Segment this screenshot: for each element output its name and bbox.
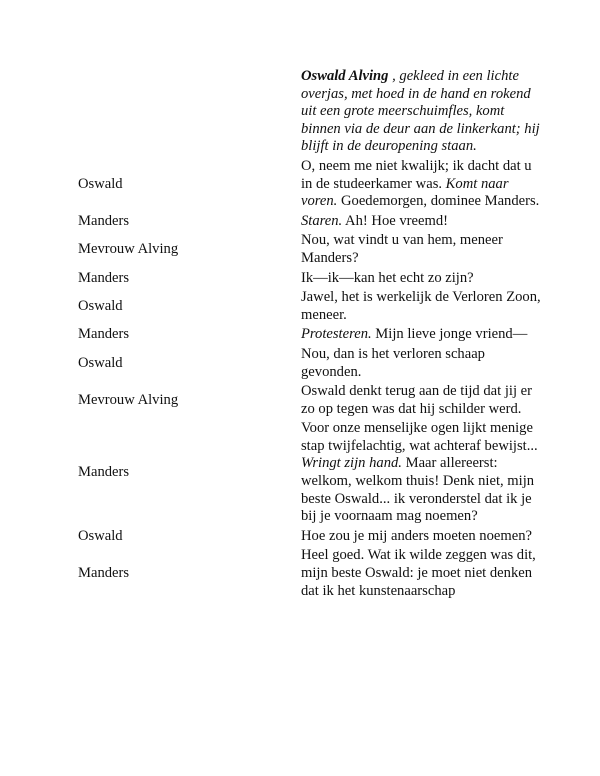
speaker-name: Mevrouw Alving xyxy=(78,241,179,258)
dialogue-line xyxy=(301,270,541,288)
stage-note: Komt naar voren. xyxy=(301,175,509,210)
dialogue-row xyxy=(0,213,600,231)
dialogue-line xyxy=(301,289,541,324)
dialogue-row xyxy=(0,383,600,418)
dialogue-line xyxy=(301,158,541,211)
speaker-name: Manders xyxy=(78,269,130,286)
stage-direction-name: Oswald Alving xyxy=(301,68,389,84)
speech-text: Mijn lieve jonge vriend— xyxy=(371,326,528,343)
dialogue-list xyxy=(0,158,600,600)
stage-note: Protesteren. xyxy=(301,326,372,343)
dialogue-line xyxy=(301,232,541,267)
speaker-name: Manders xyxy=(78,565,130,582)
script-page xyxy=(0,68,600,602)
dialogue-line xyxy=(301,547,541,600)
stage-note: Staren. xyxy=(301,212,343,229)
speaker-name: Oswald xyxy=(78,354,123,371)
speech-text: Nou, dan is het verloren schaap gevonden. xyxy=(301,345,485,380)
dialogue-row xyxy=(0,547,600,600)
speech-text: Hoe zou je mij anders moeten noemen? xyxy=(301,527,532,544)
stage-direction-text: , gekleed in een lichte overjas, met hoed in de hand en rokend uit een grote meerschuimfles, komt binnen via de deur aan de linkerkant; hij blijft in de deuropening staan. xyxy=(301,68,540,155)
dialogue-line xyxy=(301,346,541,381)
speech-text: Oswald denkt terug aan de tijd dat jij er zo op tegen was dat hij schilder werd. xyxy=(301,383,532,417)
speaker-name: Oswald xyxy=(78,527,123,544)
dialogue-line xyxy=(301,383,541,418)
speaker-name: Oswald xyxy=(78,175,123,192)
dialogue-row xyxy=(0,232,600,267)
stage-direction xyxy=(0,68,541,156)
speech-text: Ik—ik—kan het echt zo zijn? xyxy=(301,269,474,286)
dialogue-row xyxy=(0,326,600,344)
speech-text: O, neem me niet kwalijk; ik dacht dat u in de studeerkamer was. xyxy=(301,157,532,192)
speaker-name: Oswald xyxy=(78,297,123,314)
speaker-name: Manders xyxy=(78,326,130,343)
speech-text: Nou, wat vindt u van hem, meneer Manders? xyxy=(301,232,503,266)
dialogue-line xyxy=(301,213,541,231)
dialogue-row xyxy=(0,528,600,546)
dialogue-row xyxy=(0,270,600,288)
dialogue-row xyxy=(0,158,600,211)
dialogue-line xyxy=(301,528,541,546)
speech-text: Ah! Hoe vreemd! xyxy=(342,212,448,229)
dialogue-line xyxy=(301,420,541,526)
speech-text: Voor onze menselijke ogen lijkt menige stap twijfelachtig, wat achteraf bewijst... xyxy=(301,420,538,454)
speaker-name: Manders xyxy=(78,464,130,481)
speaker-name: Mevrouw Alving xyxy=(78,391,179,408)
dialogue-line xyxy=(301,326,541,344)
speech-text: Goedemorgen, dominee Manders. xyxy=(337,193,540,210)
speech-text: Heel goed. Wat ik wilde zeggen was dit, mijn beste Oswald: je moet niet denken dat ik het kunstenaarschap xyxy=(301,547,536,599)
dialogue-row xyxy=(0,420,600,526)
dialogue-row xyxy=(0,346,600,381)
speaker-name: Manders xyxy=(78,212,130,229)
stage-note: Wringt zijn hand. xyxy=(301,455,402,472)
speech-text: Jawel, het is werkelijk de Verloren Zoon, meneer. xyxy=(301,289,541,323)
speech-text: Maar allereerst: welkom, welkom thuis! Denk niet, mijn beste Oswald... ik veronderstel dat ik je bij je voornaam mag noemen? xyxy=(301,455,535,525)
dialogue-row xyxy=(0,289,600,324)
